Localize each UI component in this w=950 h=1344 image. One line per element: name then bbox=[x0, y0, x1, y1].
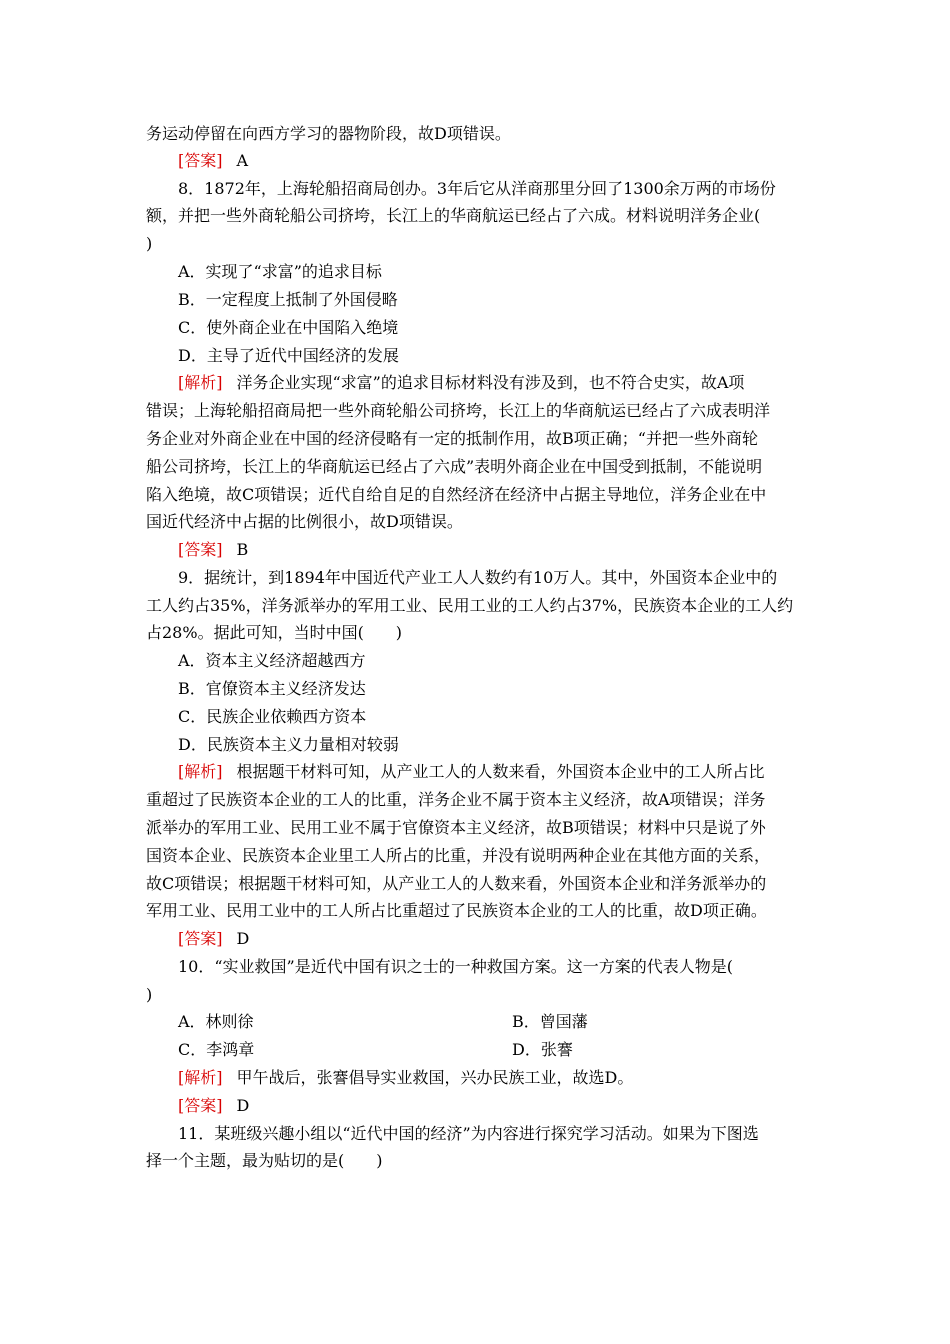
answer-value: A bbox=[236, 151, 249, 170]
q8-analysis-line-3: 务企业对外商企业在中国的经济侵略有一定的抵制作用，故B项正确；“并把一些外商轮 bbox=[146, 429, 758, 448]
analysis-text: 洋务企业实现“求富”的追求目标材料没有涉及到，也不符合史实，故A项 bbox=[236, 373, 745, 392]
q9-analysis-line-5: 故C项错误；根据题干材料可知，从产业工人的人数来看，外国资本企业和洋务派举办的 bbox=[146, 874, 767, 893]
answer-tag: [答案] bbox=[178, 151, 223, 170]
answer-value: D bbox=[236, 1096, 250, 1115]
analysis-text: 甲午战后，张謇倡导实业救国，兴办民族工业，故选D。 bbox=[236, 1068, 634, 1087]
analysis-tag: [解析] bbox=[178, 373, 223, 392]
q9-analysis-line-4: 国资本企业、民族资本企业里工人所占的比重，并没有说明两种企业在其他方面的关系， bbox=[146, 846, 771, 865]
q9-analysis-line-3: 派举办的军用工业、民用工业不属于官僚资本主义经济，故B项错误；材料中只是说了外 bbox=[146, 818, 766, 837]
q8-analysis-line-5: 陷入绝境，故C项错误；近代自给自足的自然经济在经济中占据主导地位，洋务企业在中 bbox=[146, 485, 767, 504]
q9-analysis-line-2: 重超过了民族资本企业的工人的比重，洋务企业不属于资本主义经济，故A项错误；洋务 bbox=[146, 790, 766, 809]
q7-answer-line bbox=[178, 151, 248, 171]
q8-analysis-line-4: 船公司挤垮，长江上的华商航运已经占了六成”表明外商企业在中国受到抵制，不能说明 bbox=[146, 457, 763, 476]
analysis-tag: [解析] bbox=[178, 762, 223, 781]
q8-analysis-line-1 bbox=[178, 373, 744, 393]
q10-stem-line-2: ) bbox=[146, 985, 153, 1004]
q9-option-c: C．民族企业依赖西方资本 bbox=[178, 707, 367, 726]
answer-value: D bbox=[236, 929, 250, 948]
q8-stem-line-3: ) bbox=[146, 234, 153, 253]
q8-option-c: C．使外商企业在中国陷入绝境 bbox=[178, 318, 399, 337]
q8-stem-line-2: 额，并把一些外商轮船公司挤垮，长江上的华商航运已经占了六成。材料说明洋务企业( bbox=[146, 206, 761, 225]
q10-answer-line bbox=[178, 1096, 249, 1116]
q9-analysis-line-6: 军用工业、民用工业中的工人所占比重超过了民族资本企业的工人的比重，故D项正确。 bbox=[146, 901, 767, 920]
q9-stem-line-3: 占28%。据此可知，当时中国( ) bbox=[146, 623, 403, 642]
q7-analysis-tail: 务运动停留在向西方学习的器物阶段，故D项错误。 bbox=[146, 124, 511, 143]
q8-answer-line bbox=[178, 540, 248, 560]
answer-value: B bbox=[236, 540, 249, 559]
q9-stem-line-2: 工人约占35%，洋务派举办的军用工业、民用工业的工人约占37%，民族资本企业的工人约 bbox=[146, 596, 794, 615]
q8-option-b: B．一定程度上抵制了外国侵略 bbox=[178, 290, 398, 309]
q10-option-b: B．曾国藩 bbox=[512, 1012, 588, 1031]
q9-option-a: A．资本主义经济超越西方 bbox=[178, 651, 366, 670]
answer-tag: [答案] bbox=[178, 929, 223, 948]
analysis-text: 根据题干材料可知，从产业工人的人数来看，外国资本企业中的工人所占比 bbox=[236, 762, 765, 781]
q10-option-a: A．林则徐 bbox=[178, 1012, 254, 1031]
q10-stem-line-1: 10．“实业救国”是近代中国有识之士的一种救国方案。这一方案的代表人物是( bbox=[178, 957, 733, 976]
q9-analysis-line-1 bbox=[178, 762, 765, 782]
q9-stem-line-1: 9．据统计，到1894年中国近代产业工人人数约有10万人。其中，外国资本企业中的 bbox=[178, 568, 778, 587]
q10-option-d: D．张謇 bbox=[512, 1040, 573, 1059]
answer-tag: [答案] bbox=[178, 540, 223, 559]
q10-option-c: C．李鸿章 bbox=[178, 1040, 255, 1059]
q10-analysis-line-1 bbox=[178, 1068, 633, 1088]
q8-analysis-line-6: 国近代经济中占据的比例很小，故D项错误。 bbox=[146, 512, 463, 531]
q11-stem-line-1: 11．某班级兴趣小组以“近代中国的经济”为内容进行探究学习活动。如果为下图选 bbox=[178, 1124, 759, 1143]
q8-stem-line-1: 8．1872年，上海轮船招商局创办。3年后它从洋商那里分回了1300余万两的市场份 bbox=[178, 179, 776, 198]
q11-stem-line-2: 择一个主题，最为贴切的是( ) bbox=[146, 1151, 383, 1170]
q9-answer-line bbox=[178, 929, 249, 949]
q8-option-a: A．实现了“求富”的追求目标 bbox=[178, 262, 382, 281]
q8-analysis-line-2: 错误；上海轮船招商局把一些外商轮船公司挤垮，长江上的华商航运已经占了六成表明洋 bbox=[146, 401, 771, 420]
q9-option-b: B．官僚资本主义经济发达 bbox=[178, 679, 366, 698]
q8-option-d: D．主导了近代中国经济的发展 bbox=[178, 346, 399, 365]
q9-option-d: D．民族资本主义力量相对较弱 bbox=[178, 735, 399, 754]
answer-tag: [答案] bbox=[178, 1096, 223, 1115]
analysis-tag: [解析] bbox=[178, 1068, 223, 1087]
